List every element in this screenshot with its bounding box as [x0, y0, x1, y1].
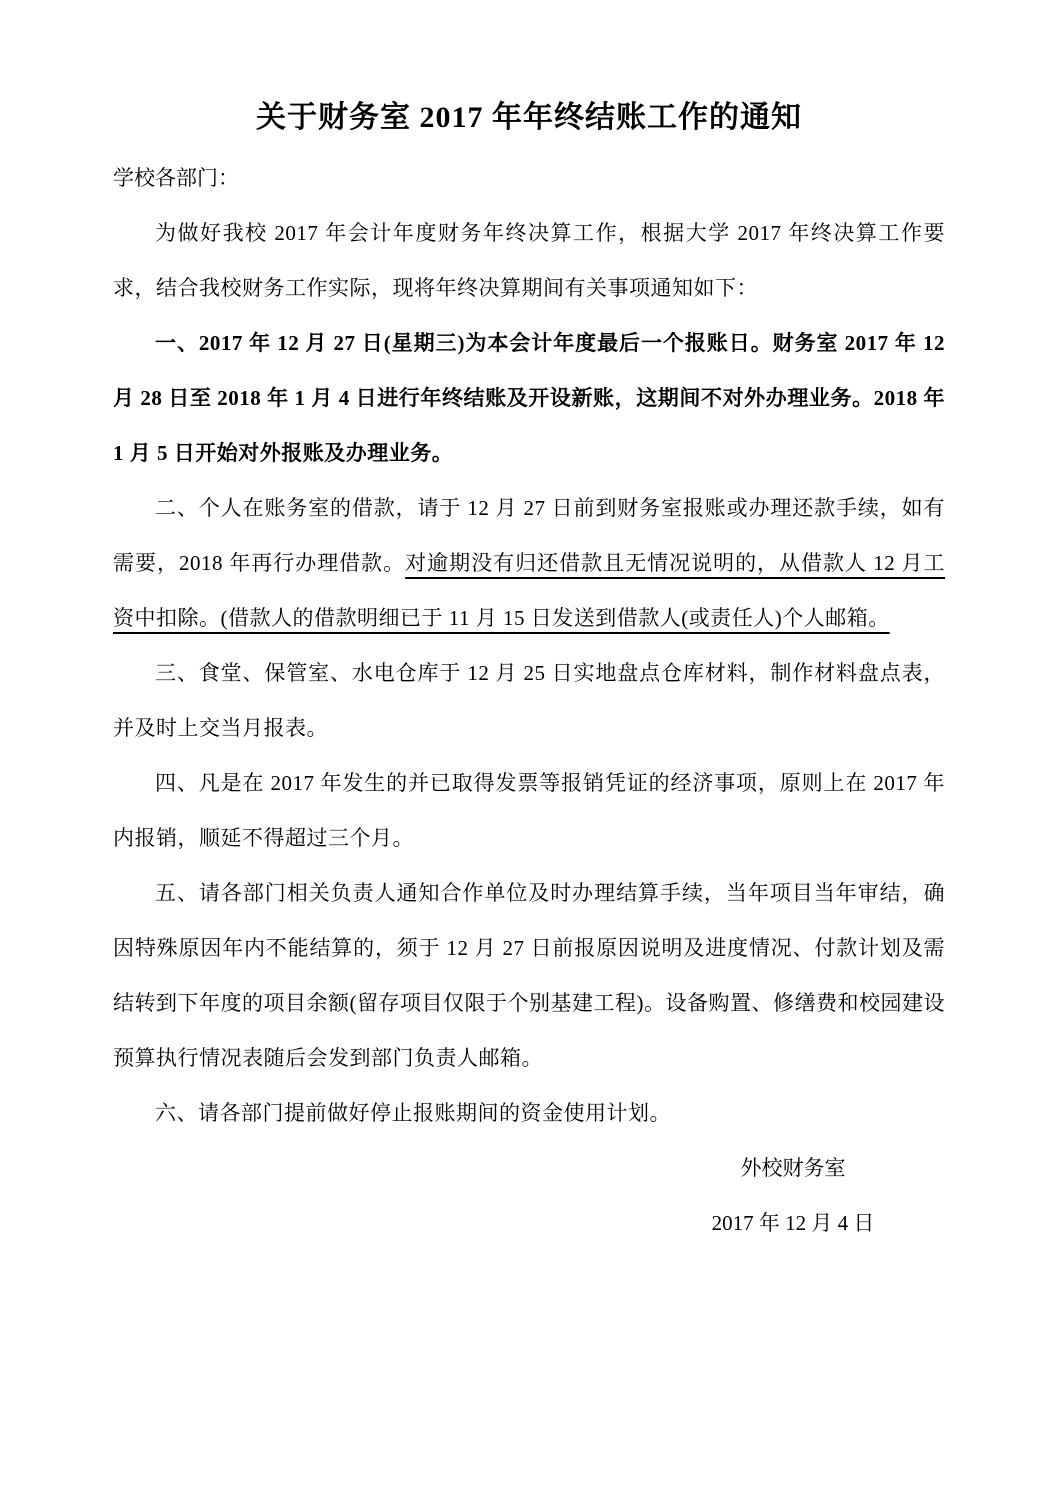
notice-item-6: 六、请各部门提前做好停止报账期间的资金使用计划。 [155, 1101, 671, 1125]
notice-item-5: 五、请各部门相关负责人通知合作单位及时办理结算手续，当年项目当年审结，确因特殊原因年内不能结算的，须于 12 月 27 日前报原因说明及进度情况、付款计划及需结转到下年度的项目余额(留存项目仅限于个别基建工程)。设备购置、修缮费和校园建设预算执行情况表随后会发到部门负责人邮箱。 [113, 881, 945, 1070]
notice-item-2-lead: 二、个人在账务室的借款，请于 12 月 27 日前到财务室报账或办理还款手续，如有需要，2018 年再行办理借款。 [113, 496, 945, 575]
notice-item-2-underlined: 对逾期没有归还借款且无情况说明的，从借款人 12 月工资中扣除。(借款人的借款明细已于 11 月 15 日发送到借款人(或责任人)个人邮箱。 [113, 551, 946, 630]
notice-item-1: 一、2017 年 12 月 27 日(星期三)为本会计年度最后一个报账日。财务室 2017 年 12 月 28 日至 2018 年 1 月 4 日进行年终结账及开设新账，这期间不对外办理业务。2018 年 1 月 5 日开始对外报账及办理业务。 [113, 331, 945, 465]
signature: 外校财务室 [740, 1156, 846, 1180]
salutation: 学校各部门： [113, 166, 239, 190]
intro-paragraph: 为做好我校 2017 年会计年度财务年终决算工作，根据大学 2017 年终决算工作要求，结合我校财务工作实际，现将年终决算期间有关事项通知如下： [113, 221, 945, 300]
document-title: 关于财务室 2017 年年终结账工作的通知 [256, 101, 802, 134]
notice-item-2 [113, 481, 945, 646]
signature-block [641, 1141, 945, 1251]
notice-item-3: 三、食堂、保管室、水电仓库于 12 月 25 日实地盘点仓库材料，制作材料盘点表，并及时上交当月报表。 [113, 661, 945, 740]
signature-date: 2017 年 12 月 4 日 [711, 1211, 875, 1235]
notice-item-4: 四、凡是在 2017 年发生的并已取得发票等报销凭证的经济事项，原则上在 2017 年内报销，顺延不得超过三个月。 [113, 771, 945, 850]
